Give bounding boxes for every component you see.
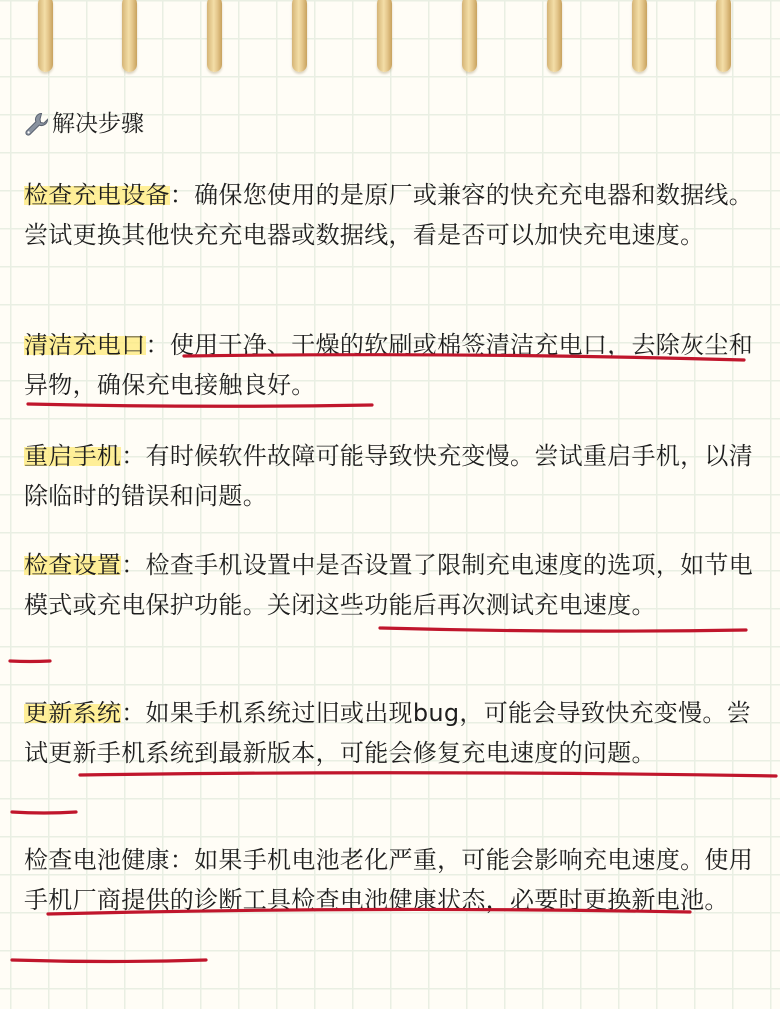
step-body: 有时候软件故障可能导致快充变慢。尝试重启手机，以清除临时的错误和问题。	[24, 442, 754, 510]
step-heading: 清洁充电口	[24, 331, 146, 359]
step-heading: 检查电池健康	[24, 846, 170, 874]
step-body: 如果手机电池老化严重，可能会影响充电速度。使用手机厂商提供的诊断工具检查电池健康状态，必要时更换新电池。	[24, 846, 754, 914]
step-clean-port	[24, 325, 760, 405]
heading-separator: ：	[169, 846, 195, 874]
step-body: 使用干净、干燥的软刷或棉签清洁充电口，去除灰尘和异物，确保充电接触良好。	[24, 331, 754, 399]
step-body: 检查手机设置中是否设置了限制充电速度的选项，如节电模式或充电保护功能。关闭这些功能后再次测试充电速度。	[24, 551, 754, 619]
binder-ring	[716, 0, 731, 72]
binder-ring	[38, 0, 53, 72]
underline-stroke	[80, 773, 776, 776]
heading-separator: ：	[169, 181, 195, 209]
binder-rings	[0, 0, 780, 74]
step-restart-phone	[24, 436, 760, 516]
binder-ring	[547, 0, 562, 72]
heading-separator: ：	[121, 442, 146, 470]
binder-ring	[377, 0, 392, 72]
binder-ring	[122, 0, 137, 72]
step-update-system	[24, 693, 760, 773]
binder-ring	[462, 0, 477, 72]
heading-separator: ：	[145, 331, 170, 359]
section-title	[24, 106, 144, 142]
underline-stroke	[10, 661, 50, 662]
underline-stroke	[12, 960, 206, 962]
binder-ring	[632, 0, 647, 72]
underline-stroke	[380, 628, 746, 631]
step-battery-health	[24, 840, 760, 920]
title-text: 解决步骤	[52, 111, 144, 137]
step-body: 确保您使用的是原厂或兼容的快充充电器和数据线。尝试更换其他快充充电器或数据线，看是否可以加快充电速度。	[24, 181, 754, 249]
step-body: 如果手机系统过旧或出现bug，可能会导致快充变慢。尝试更新手机系统到最新版本，可能会修复充电速度的问题。	[24, 699, 751, 767]
binder-ring	[292, 0, 307, 72]
binder-ring	[207, 0, 222, 72]
underline-stroke	[12, 812, 76, 813]
heading-separator: ：	[121, 699, 146, 727]
step-heading: 重启手机	[24, 442, 122, 470]
step-check-charger	[24, 175, 760, 255]
wrench-icon	[24, 111, 50, 137]
step-heading: 检查充电设备	[24, 181, 170, 209]
heading-separator: ：	[121, 551, 146, 579]
step-check-settings	[24, 545, 760, 625]
step-heading: 检查设置	[24, 551, 122, 579]
step-heading: 更新系统	[24, 699, 122, 727]
